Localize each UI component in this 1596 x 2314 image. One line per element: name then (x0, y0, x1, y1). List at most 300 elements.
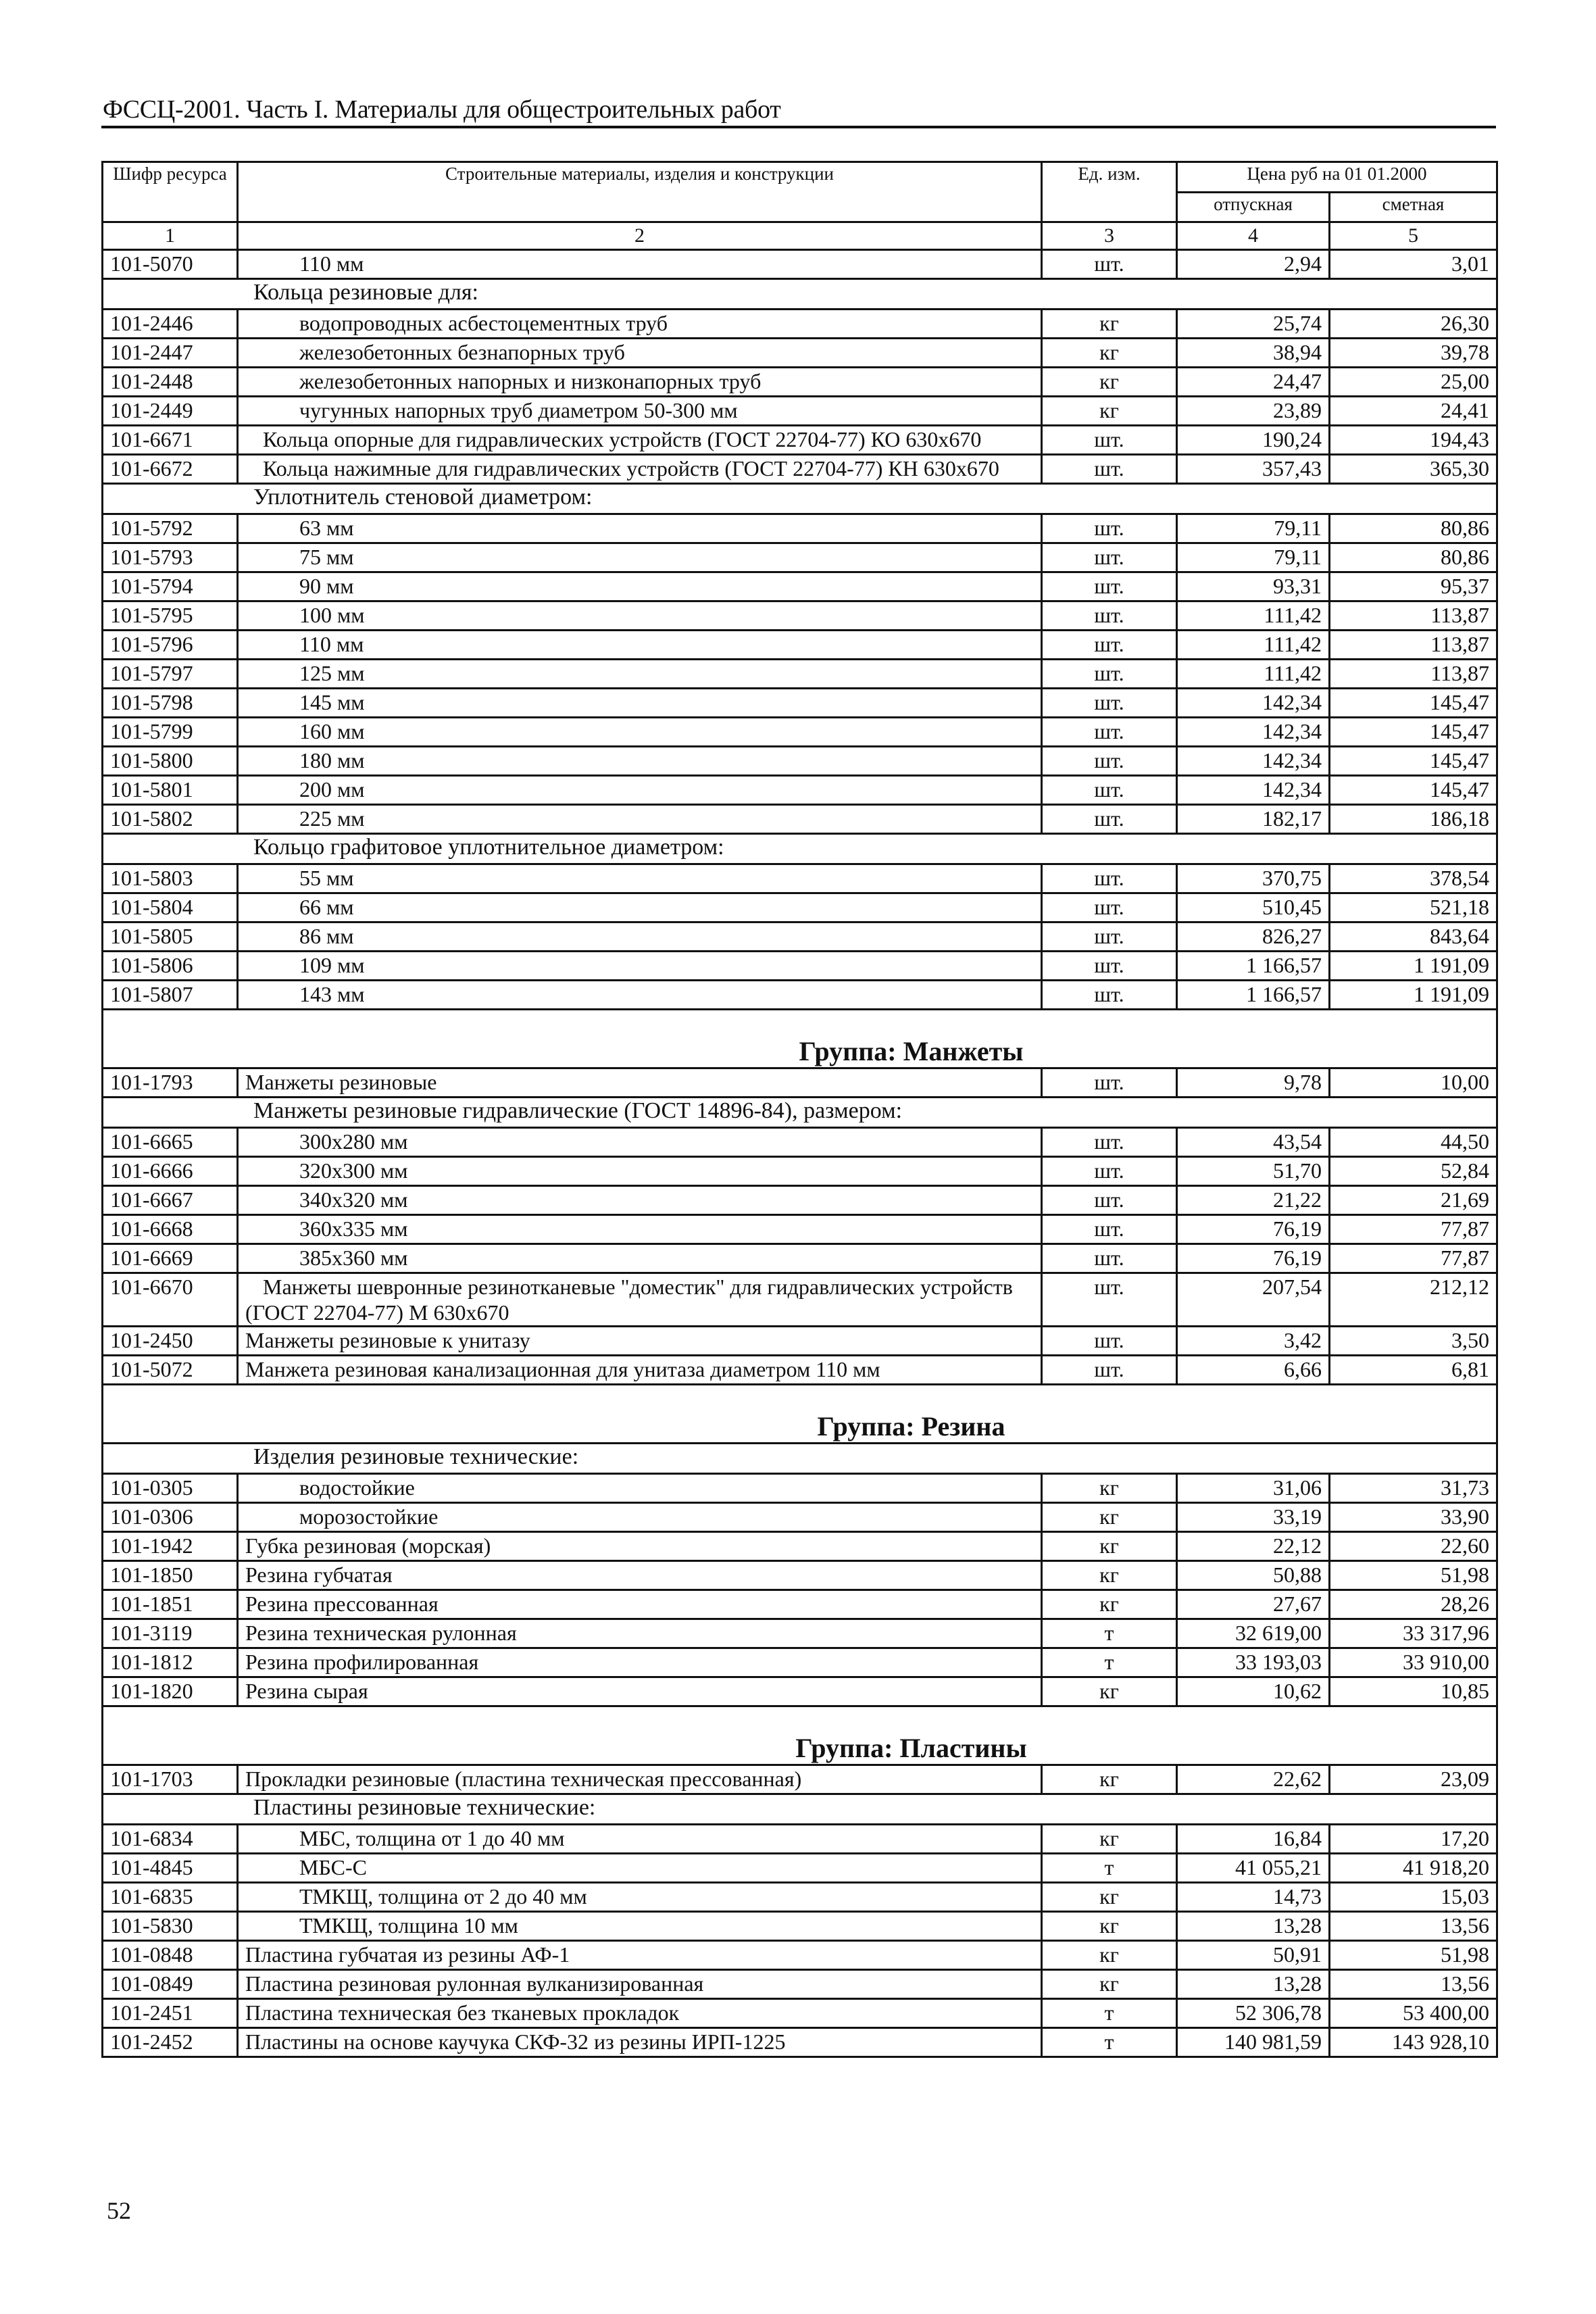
table-row (103, 426, 1497, 455)
release-price: 52 306,78 (1177, 1999, 1330, 2028)
material-name: Прокладки резиновые (пластина техническая прессованная) (238, 1765, 1042, 1794)
material-name: железобетонных безнапорных труб (238, 339, 1042, 368)
release-price: 190,24 (1177, 426, 1330, 455)
release-price: 50,91 (1177, 1941, 1330, 1970)
table-row (103, 339, 1497, 368)
release-price: 9,78 (1177, 1068, 1330, 1098)
unit-of-measure: шт. (1042, 689, 1177, 718)
header-price-estimate: сметная (1330, 192, 1497, 222)
release-price: 3,42 (1177, 1327, 1330, 1356)
release-price: 6,66 (1177, 1356, 1330, 1385)
estimate-price: 3,01 (1330, 250, 1497, 279)
subheader-row (103, 1098, 1497, 1128)
release-price: 1 166,57 (1177, 952, 1330, 981)
material-name: Резина губчатая (238, 1561, 1042, 1590)
table-row (103, 250, 1497, 279)
table-row (103, 1677, 1497, 1706)
unit-of-measure: шт. (1042, 952, 1177, 981)
table-row (103, 1765, 1497, 1794)
release-price: 13,28 (1177, 1970, 1330, 1999)
subheader-label: Пластины резиновые технические: (103, 1794, 1497, 1825)
unit-of-measure: шт. (1042, 601, 1177, 631)
unit-of-measure: шт. (1042, 1327, 1177, 1356)
estimate-price: 77,87 (1330, 1244, 1497, 1273)
release-price: 76,19 (1177, 1215, 1330, 1244)
table-row (103, 455, 1497, 484)
header-price-release: отпускная (1177, 192, 1330, 222)
release-price: 13,28 (1177, 1912, 1330, 1941)
material-name: 385х360 мм (238, 1244, 1042, 1273)
estimate-price: 51,98 (1330, 1561, 1497, 1590)
resource-code: 101-5830 (103, 1912, 238, 1941)
estimate-price: 378,54 (1330, 864, 1497, 893)
material-name: 75 мм (238, 543, 1042, 572)
resource-code: 101-5070 (103, 250, 238, 279)
table-row (103, 1883, 1497, 1912)
resource-code: 101-5806 (103, 952, 238, 981)
column-number: 1 (103, 222, 238, 250)
unit-of-measure: шт. (1042, 455, 1177, 484)
release-price: 826,27 (1177, 922, 1330, 952)
release-price: 23,89 (1177, 397, 1330, 426)
release-price: 38,94 (1177, 339, 1330, 368)
resource-code: 101-1820 (103, 1677, 238, 1706)
release-price: 41 055,21 (1177, 1854, 1330, 1883)
release-price: 79,11 (1177, 514, 1330, 543)
resource-code: 101-5798 (103, 689, 238, 718)
subheader-row (103, 1444, 1497, 1474)
resource-code: 101-5072 (103, 1356, 238, 1385)
estimate-price: 23,09 (1330, 1765, 1497, 1794)
release-price: 1 166,57 (1177, 981, 1330, 1010)
estimate-price: 6,81 (1330, 1356, 1497, 1385)
unit-of-measure: кг (1042, 1970, 1177, 1999)
unit-of-measure: кг (1042, 1765, 1177, 1794)
estimate-price: 26,30 (1330, 310, 1497, 339)
table-row (103, 310, 1497, 339)
table-row (103, 1619, 1497, 1648)
release-price: 140 981,59 (1177, 2028, 1330, 2057)
resource-code: 101-1793 (103, 1068, 238, 1098)
page-header-title: ФССЦ-2001. Часть I. Материалы для общестроительных работ (103, 95, 781, 124)
table-row (103, 1970, 1497, 1999)
estimate-price: 365,30 (1330, 455, 1497, 484)
estimate-price: 145,47 (1330, 718, 1497, 747)
unit-of-measure: шт. (1042, 1068, 1177, 1098)
estimate-price: 44,50 (1330, 1128, 1497, 1157)
material-name: 143 мм (238, 981, 1042, 1010)
estimate-price: 143 928,10 (1330, 2028, 1497, 2057)
resource-code: 101-5801 (103, 776, 238, 805)
unit-of-measure: шт. (1042, 981, 1177, 1010)
resource-code: 101-5803 (103, 864, 238, 893)
resource-code: 101-6835 (103, 1883, 238, 1912)
table-row (103, 572, 1497, 601)
unit-of-measure: кг (1042, 1590, 1177, 1619)
release-price: 22,12 (1177, 1532, 1330, 1561)
price-table (101, 161, 1498, 2058)
table-row (103, 1244, 1497, 1273)
material-name: Манжета резиновая канализационная для унитаза диаметром 110 мм (238, 1356, 1042, 1385)
estimate-price: 145,47 (1330, 776, 1497, 805)
release-price: 2,94 (1177, 250, 1330, 279)
estimate-price: 186,18 (1330, 805, 1497, 834)
estimate-price: 41 918,20 (1330, 1854, 1497, 1883)
material-name: водостойкие (238, 1474, 1042, 1503)
unit-of-measure: шт. (1042, 426, 1177, 455)
resource-code: 101-1812 (103, 1648, 238, 1677)
material-name: 66 мм (238, 893, 1042, 922)
column-number: 5 (1330, 222, 1497, 250)
material-name: 320х300 мм (238, 1157, 1042, 1186)
release-price: 111,42 (1177, 631, 1330, 660)
release-price: 22,62 (1177, 1765, 1330, 1794)
estimate-price: 145,47 (1330, 747, 1497, 776)
unit-of-measure: шт. (1042, 1157, 1177, 1186)
release-price: 21,22 (1177, 1186, 1330, 1215)
unit-of-measure: шт. (1042, 631, 1177, 660)
subheader-label: Кольца резиновые для: (103, 279, 1497, 310)
resource-code: 101-5802 (103, 805, 238, 834)
release-price: 207,54 (1177, 1273, 1330, 1327)
table-row (103, 1186, 1497, 1215)
unit-of-measure: шт. (1042, 747, 1177, 776)
estimate-price: 1 191,09 (1330, 981, 1497, 1010)
header-name: Строительные материалы, изделия и конструкции (238, 162, 1042, 222)
release-price: 24,47 (1177, 368, 1330, 397)
resource-code: 101-6834 (103, 1825, 238, 1854)
resource-code: 101-6665 (103, 1128, 238, 1157)
estimate-price: 145,47 (1330, 689, 1497, 718)
material-name: 340х320 мм (238, 1186, 1042, 1215)
unit-of-measure: кг (1042, 1532, 1177, 1561)
group-header-row (103, 1010, 1497, 1068)
header-rule (101, 126, 1496, 128)
unit-of-measure: кг (1042, 1474, 1177, 1503)
resource-code: 101-6667 (103, 1186, 238, 1215)
release-price: 142,34 (1177, 718, 1330, 747)
unit-of-measure: шт. (1042, 660, 1177, 689)
table-row (103, 1825, 1497, 1854)
table-row (103, 1157, 1497, 1186)
resource-code: 101-3119 (103, 1619, 238, 1648)
resource-code: 101-5797 (103, 660, 238, 689)
release-price: 16,84 (1177, 1825, 1330, 1854)
table-row (103, 1854, 1497, 1883)
release-price: 510,45 (1177, 893, 1330, 922)
unit-of-measure: кг (1042, 310, 1177, 339)
material-name: водопроводных асбестоцементных труб (238, 310, 1042, 339)
unit-of-measure: шт. (1042, 250, 1177, 279)
material-name: 125 мм (238, 660, 1042, 689)
resource-code: 101-0848 (103, 1941, 238, 1970)
material-name: 360х335 мм (238, 1215, 1042, 1244)
estimate-price: 10,85 (1330, 1677, 1497, 1706)
table-row (103, 1503, 1497, 1532)
table-row (103, 1215, 1497, 1244)
unit-of-measure: шт. (1042, 1128, 1177, 1157)
resource-code: 101-5799 (103, 718, 238, 747)
unit-of-measure: т (1042, 1648, 1177, 1677)
resource-code: 101-6666 (103, 1157, 238, 1186)
material-name: 63 мм (238, 514, 1042, 543)
column-number: 4 (1177, 222, 1330, 250)
material-name: 180 мм (238, 747, 1042, 776)
resource-code: 101-4845 (103, 1854, 238, 1883)
release-price: 33 193,03 (1177, 1648, 1330, 1677)
estimate-price: 39,78 (1330, 339, 1497, 368)
group-title: Группа: Манжеты (103, 1010, 1497, 1068)
group-header-row (103, 1385, 1497, 1444)
header-price-group: Цена руб на 01 01.2000 (1177, 162, 1497, 193)
page-number: 52 (107, 2197, 131, 2224)
release-price: 14,73 (1177, 1883, 1330, 1912)
material-name: ТМКЩ, толщина от 2 до 40 мм (238, 1883, 1042, 1912)
resource-code: 101-2449 (103, 397, 238, 426)
resource-code: 101-0306 (103, 1503, 238, 1532)
table-row (103, 1561, 1497, 1590)
resource-code: 101-5795 (103, 601, 238, 631)
material-name: Резина техническая рулонная (238, 1619, 1042, 1648)
table-row (103, 368, 1497, 397)
unit-of-measure: шт. (1042, 718, 1177, 747)
material-name: морозостойкие (238, 1503, 1042, 1532)
table-row (103, 1941, 1497, 1970)
unit-of-measure: кг (1042, 1912, 1177, 1941)
unit-of-measure: т (1042, 1854, 1177, 1883)
estimate-price: 1 191,09 (1330, 952, 1497, 981)
unit-of-measure: кг (1042, 1503, 1177, 1532)
material-name: 100 мм (238, 601, 1042, 631)
table-row (103, 2028, 1497, 2057)
estimate-price: 10,00 (1330, 1068, 1497, 1098)
subheader-label: Уплотнитель стеновой диаметром: (103, 484, 1497, 514)
table-row (103, 514, 1497, 543)
table-row (103, 922, 1497, 952)
resource-code: 101-5793 (103, 543, 238, 572)
table-row (103, 1532, 1497, 1561)
group-title: Группа: Резина (103, 1385, 1497, 1444)
material-name: Резина прессованная (238, 1590, 1042, 1619)
release-price: 10,62 (1177, 1677, 1330, 1706)
table-row (103, 805, 1497, 834)
estimate-price: 33 910,00 (1330, 1648, 1497, 1677)
resource-code: 101-5807 (103, 981, 238, 1010)
release-price: 76,19 (1177, 1244, 1330, 1273)
unit-of-measure: т (1042, 1619, 1177, 1648)
release-price: 357,43 (1177, 455, 1330, 484)
subheader-label: Манжеты резиновые гидравлические (ГОСТ 14896-84), размером: (103, 1098, 1497, 1128)
unit-of-measure: шт. (1042, 1215, 1177, 1244)
resource-code: 101-1942 (103, 1532, 238, 1561)
material-name: 86 мм (238, 922, 1042, 952)
table-row (103, 601, 1497, 631)
estimate-price: 212,12 (1330, 1273, 1497, 1327)
release-price: 111,42 (1177, 601, 1330, 631)
material-name: 110 мм (238, 631, 1042, 660)
estimate-price: 80,86 (1330, 514, 1497, 543)
estimate-price: 24,41 (1330, 397, 1497, 426)
column-numbers-row (103, 222, 1497, 250)
material-name: Пластина резиновая рулонная вулканизированная (238, 1970, 1042, 1999)
material-name: 109 мм (238, 952, 1042, 981)
estimate-price: 33,90 (1330, 1503, 1497, 1532)
column-number: 2 (238, 222, 1042, 250)
release-price: 79,11 (1177, 543, 1330, 572)
release-price: 93,31 (1177, 572, 1330, 601)
material-name: 200 мм (238, 776, 1042, 805)
material-name: 145 мм (238, 689, 1042, 718)
release-price: 142,34 (1177, 776, 1330, 805)
release-price: 31,06 (1177, 1474, 1330, 1503)
material-name: 225 мм (238, 805, 1042, 834)
material-name: железобетонных напорных и низконапорных труб (238, 368, 1042, 397)
estimate-price: 28,26 (1330, 1590, 1497, 1619)
resource-code: 101-6671 (103, 426, 238, 455)
table-row (103, 1912, 1497, 1941)
unit-of-measure: кг (1042, 397, 1177, 426)
resource-code: 101-2450 (103, 1327, 238, 1356)
material-name: Пластина губчатая из резины АФ-1 (238, 1941, 1042, 1970)
resource-code: 101-1703 (103, 1765, 238, 1794)
resource-code: 101-0849 (103, 1970, 238, 1999)
unit-of-measure: шт. (1042, 1356, 1177, 1385)
table-row (103, 952, 1497, 981)
resource-code: 101-5804 (103, 893, 238, 922)
resource-code: 101-1850 (103, 1561, 238, 1590)
resource-code: 101-0305 (103, 1474, 238, 1503)
estimate-price: 80,86 (1330, 543, 1497, 572)
release-price: 27,67 (1177, 1590, 1330, 1619)
material-name: 110 мм (238, 250, 1042, 279)
unit-of-measure: т (1042, 2028, 1177, 2057)
column-number: 3 (1042, 222, 1177, 250)
unit-of-measure: кг (1042, 368, 1177, 397)
subheader-row (103, 279, 1497, 310)
unit-of-measure: шт. (1042, 776, 1177, 805)
table-row (103, 718, 1497, 747)
estimate-price: 13,56 (1330, 1970, 1497, 1999)
unit-of-measure: шт. (1042, 543, 1177, 572)
subheader-row (103, 1794, 1497, 1825)
estimate-price: 15,03 (1330, 1883, 1497, 1912)
resource-code: 101-2451 (103, 1999, 238, 2028)
table-row (103, 1128, 1497, 1157)
estimate-price: 113,87 (1330, 631, 1497, 660)
resource-code: 101-2452 (103, 2028, 238, 2057)
table-row (103, 1356, 1497, 1385)
unit-of-measure: кг (1042, 1677, 1177, 1706)
table-row (103, 397, 1497, 426)
resource-code: 101-5794 (103, 572, 238, 601)
table-row (103, 1474, 1497, 1503)
subheader-row (103, 484, 1497, 514)
material-name: Пластины на основе каучука СКФ-32 из резины ИРП-1225 (238, 2028, 1042, 2057)
table-row (103, 893, 1497, 922)
release-price: 43,54 (1177, 1128, 1330, 1157)
subheader-label: Кольцо графитовое уплотнительное диаметром: (103, 834, 1497, 864)
table-row (103, 543, 1497, 572)
release-price: 51,70 (1177, 1157, 1330, 1186)
material-name: Манжеты шевронные резинотканевые "доместик" для гидравлических устройств (ГОСТ 22704-77) М 630х670 (238, 1273, 1042, 1327)
material-name: ТМКЩ, толщина 10 мм (238, 1912, 1042, 1941)
group-title: Группа: Пластины (103, 1706, 1497, 1765)
group-header-row (103, 1706, 1497, 1765)
material-name: МБС, толщина от 1 до 40 мм (238, 1825, 1042, 1854)
unit-of-measure: кг (1042, 1825, 1177, 1854)
header-code: Шифр ресурса (103, 162, 238, 222)
table-row (103, 1273, 1497, 1327)
release-price: 32 619,00 (1177, 1619, 1330, 1648)
unit-of-measure: шт. (1042, 922, 1177, 952)
material-name: Резина профилированная (238, 1648, 1042, 1677)
estimate-price: 52,84 (1330, 1157, 1497, 1186)
material-name: Манжеты резиновые к унитазу (238, 1327, 1042, 1356)
resource-code: 101-6672 (103, 455, 238, 484)
estimate-price: 33 317,96 (1330, 1619, 1497, 1648)
resource-code: 101-6669 (103, 1244, 238, 1273)
resource-code: 101-5800 (103, 747, 238, 776)
table-row (103, 981, 1497, 1010)
material-name: Манжеты резиновые (238, 1068, 1042, 1098)
resource-code: 101-6670 (103, 1273, 238, 1327)
subheader-label: Изделия резиновые технические: (103, 1444, 1497, 1474)
unit-of-measure: кг (1042, 1883, 1177, 1912)
material-name: 160 мм (238, 718, 1042, 747)
release-price: 142,34 (1177, 747, 1330, 776)
table-row (103, 864, 1497, 893)
estimate-price: 3,50 (1330, 1327, 1497, 1356)
unit-of-measure: кг (1042, 1941, 1177, 1970)
estimate-price: 13,56 (1330, 1912, 1497, 1941)
table-row (103, 1648, 1497, 1677)
estimate-price: 53 400,00 (1330, 1999, 1497, 2028)
table-row (103, 747, 1497, 776)
resource-code: 101-5805 (103, 922, 238, 952)
subheader-row (103, 834, 1497, 864)
estimate-price: 31,73 (1330, 1474, 1497, 1503)
estimate-price: 25,00 (1330, 368, 1497, 397)
material-name: чугунных напорных труб диаметром 50-300 мм (238, 397, 1042, 426)
unit-of-measure: шт. (1042, 864, 1177, 893)
estimate-price: 77,87 (1330, 1215, 1497, 1244)
material-name: Кольца нажимные для гидравлических устройств (ГОСТ 22704-77) КН 630х670 (238, 455, 1042, 484)
estimate-price: 22,60 (1330, 1532, 1497, 1561)
resource-code: 101-6668 (103, 1215, 238, 1244)
material-name: МБС-С (238, 1854, 1042, 1883)
material-name: Резина сырая (238, 1677, 1042, 1706)
release-price: 50,88 (1177, 1561, 1330, 1590)
material-name: 300х280 мм (238, 1128, 1042, 1157)
unit-of-measure: шт. (1042, 1273, 1177, 1327)
estimate-price: 17,20 (1330, 1825, 1497, 1854)
resource-code: 101-2446 (103, 310, 238, 339)
unit-of-measure: шт. (1042, 1186, 1177, 1215)
unit-of-measure: шт. (1042, 1244, 1177, 1273)
estimate-price: 843,64 (1330, 922, 1497, 952)
material-name: 90 мм (238, 572, 1042, 601)
resource-code: 101-2447 (103, 339, 238, 368)
resource-code: 101-2448 (103, 368, 238, 397)
resource-code: 101-5792 (103, 514, 238, 543)
release-price: 25,74 (1177, 310, 1330, 339)
release-price: 33,19 (1177, 1503, 1330, 1532)
table-row (103, 776, 1497, 805)
release-price: 111,42 (1177, 660, 1330, 689)
material-name: 55 мм (238, 864, 1042, 893)
estimate-price: 113,87 (1330, 660, 1497, 689)
table-row (103, 660, 1497, 689)
